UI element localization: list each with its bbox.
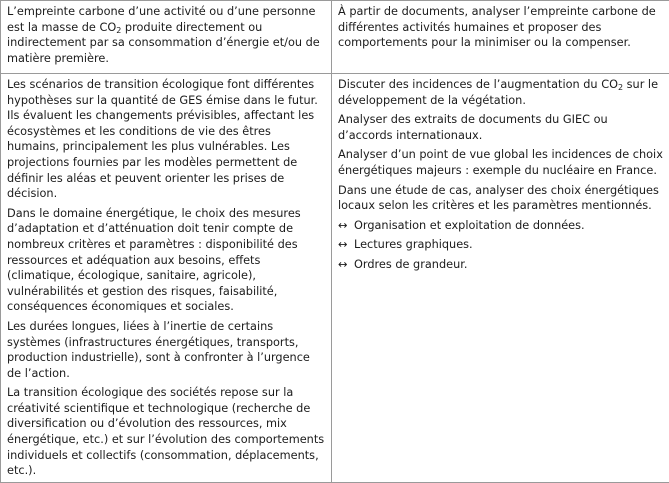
knowledge-cell bbox=[1, 1, 332, 74]
carbon-footprint-definition: L’empreinte carbone d’une activité ou d’une personne est la masse de $CO_2$ produite directement ou indirectement par sa consommation d’énergie et/ou de matière première. bbox=[7, 4, 325, 66]
list-item: ↔ Lectures graphiques. bbox=[338, 237, 663, 253]
knowledge-cell bbox=[1, 74, 332, 483]
nuclear-choices-skill: Analyser d’un point de vue global les incidences de choix énergétiques majeurs : exemple du nucléaire en France. bbox=[338, 147, 663, 178]
carbon-footprint-skill: À partir de documents, analyser l’empreinte carbone de différentes activités humaines et proposer des comportements pour la minimiser ou la compenser. bbox=[338, 4, 663, 51]
giec-documents-skill: Analyser des extraits de documents du GIEC ou d’accords internationaux. bbox=[338, 112, 663, 143]
list-item: ↔ Organisation et exploitation de données. bbox=[338, 218, 663, 234]
table-row bbox=[1, 1, 669, 74]
energy-domain-paragraph: Dans le domaine énergétique, le choix des mesures d’adaptation et d’atténuation doit tenir compte de nombreux critères et paramètres : disponibilité des ressources et adéquation aux besoins, effets (climatique, écologique, sanitaire, agricole), vulnérabilités et gestion des risques, faisabilité, conséquences économiques et sociales. bbox=[7, 206, 325, 315]
skills-cell bbox=[332, 74, 669, 483]
double-arrow-icon: ↔ bbox=[338, 237, 354, 253]
skills-cell bbox=[332, 1, 669, 74]
case-study-skill: Dans une étude de cas, analyser des choix énergétiques locaux selon les critères et les paramètres mentionnés. bbox=[338, 183, 663, 214]
double-arrow-icon: ↔ bbox=[338, 257, 354, 273]
list-item: ↔ Ordres de grandeur. bbox=[338, 257, 663, 273]
co2-vegetation-skill: Discuter des incidences de l’augmentation du $CO_2$ sur le développement de la végétation. bbox=[338, 77, 663, 108]
long-durations-paragraph: Les durées longues, liées à l’inertie de certains systèmes (infrastructures énergétiques, transports, production industrielle), sont à confronter à l’urgence de l’action. bbox=[7, 319, 325, 381]
table-row bbox=[1, 74, 669, 483]
ecological-transition-paragraph: La transition écologique des sociétés repose sur la créativité scientifique et technologique (recherche de diversification ou d’évolution des ressources, mix énergétique, etc.) et sur l’évolution des comportements individuels et collectifs (consommation, déplacements, etc.). bbox=[7, 385, 325, 479]
transition-scenarios-paragraph: Les scénarios de transition écologique font différentes hypothèses sur la quantité de GES émise dans le futur. Ils évaluent les changements prévisibles, affectant les écosystèmes et les conditions de vie des êtres humains, principalement les plus vulnérables. Les projections fournies par les modèles permettent de définir les aléas et peuvent orienter les prises de décision. bbox=[7, 77, 325, 202]
double-arrow-icon: ↔ bbox=[338, 218, 354, 234]
